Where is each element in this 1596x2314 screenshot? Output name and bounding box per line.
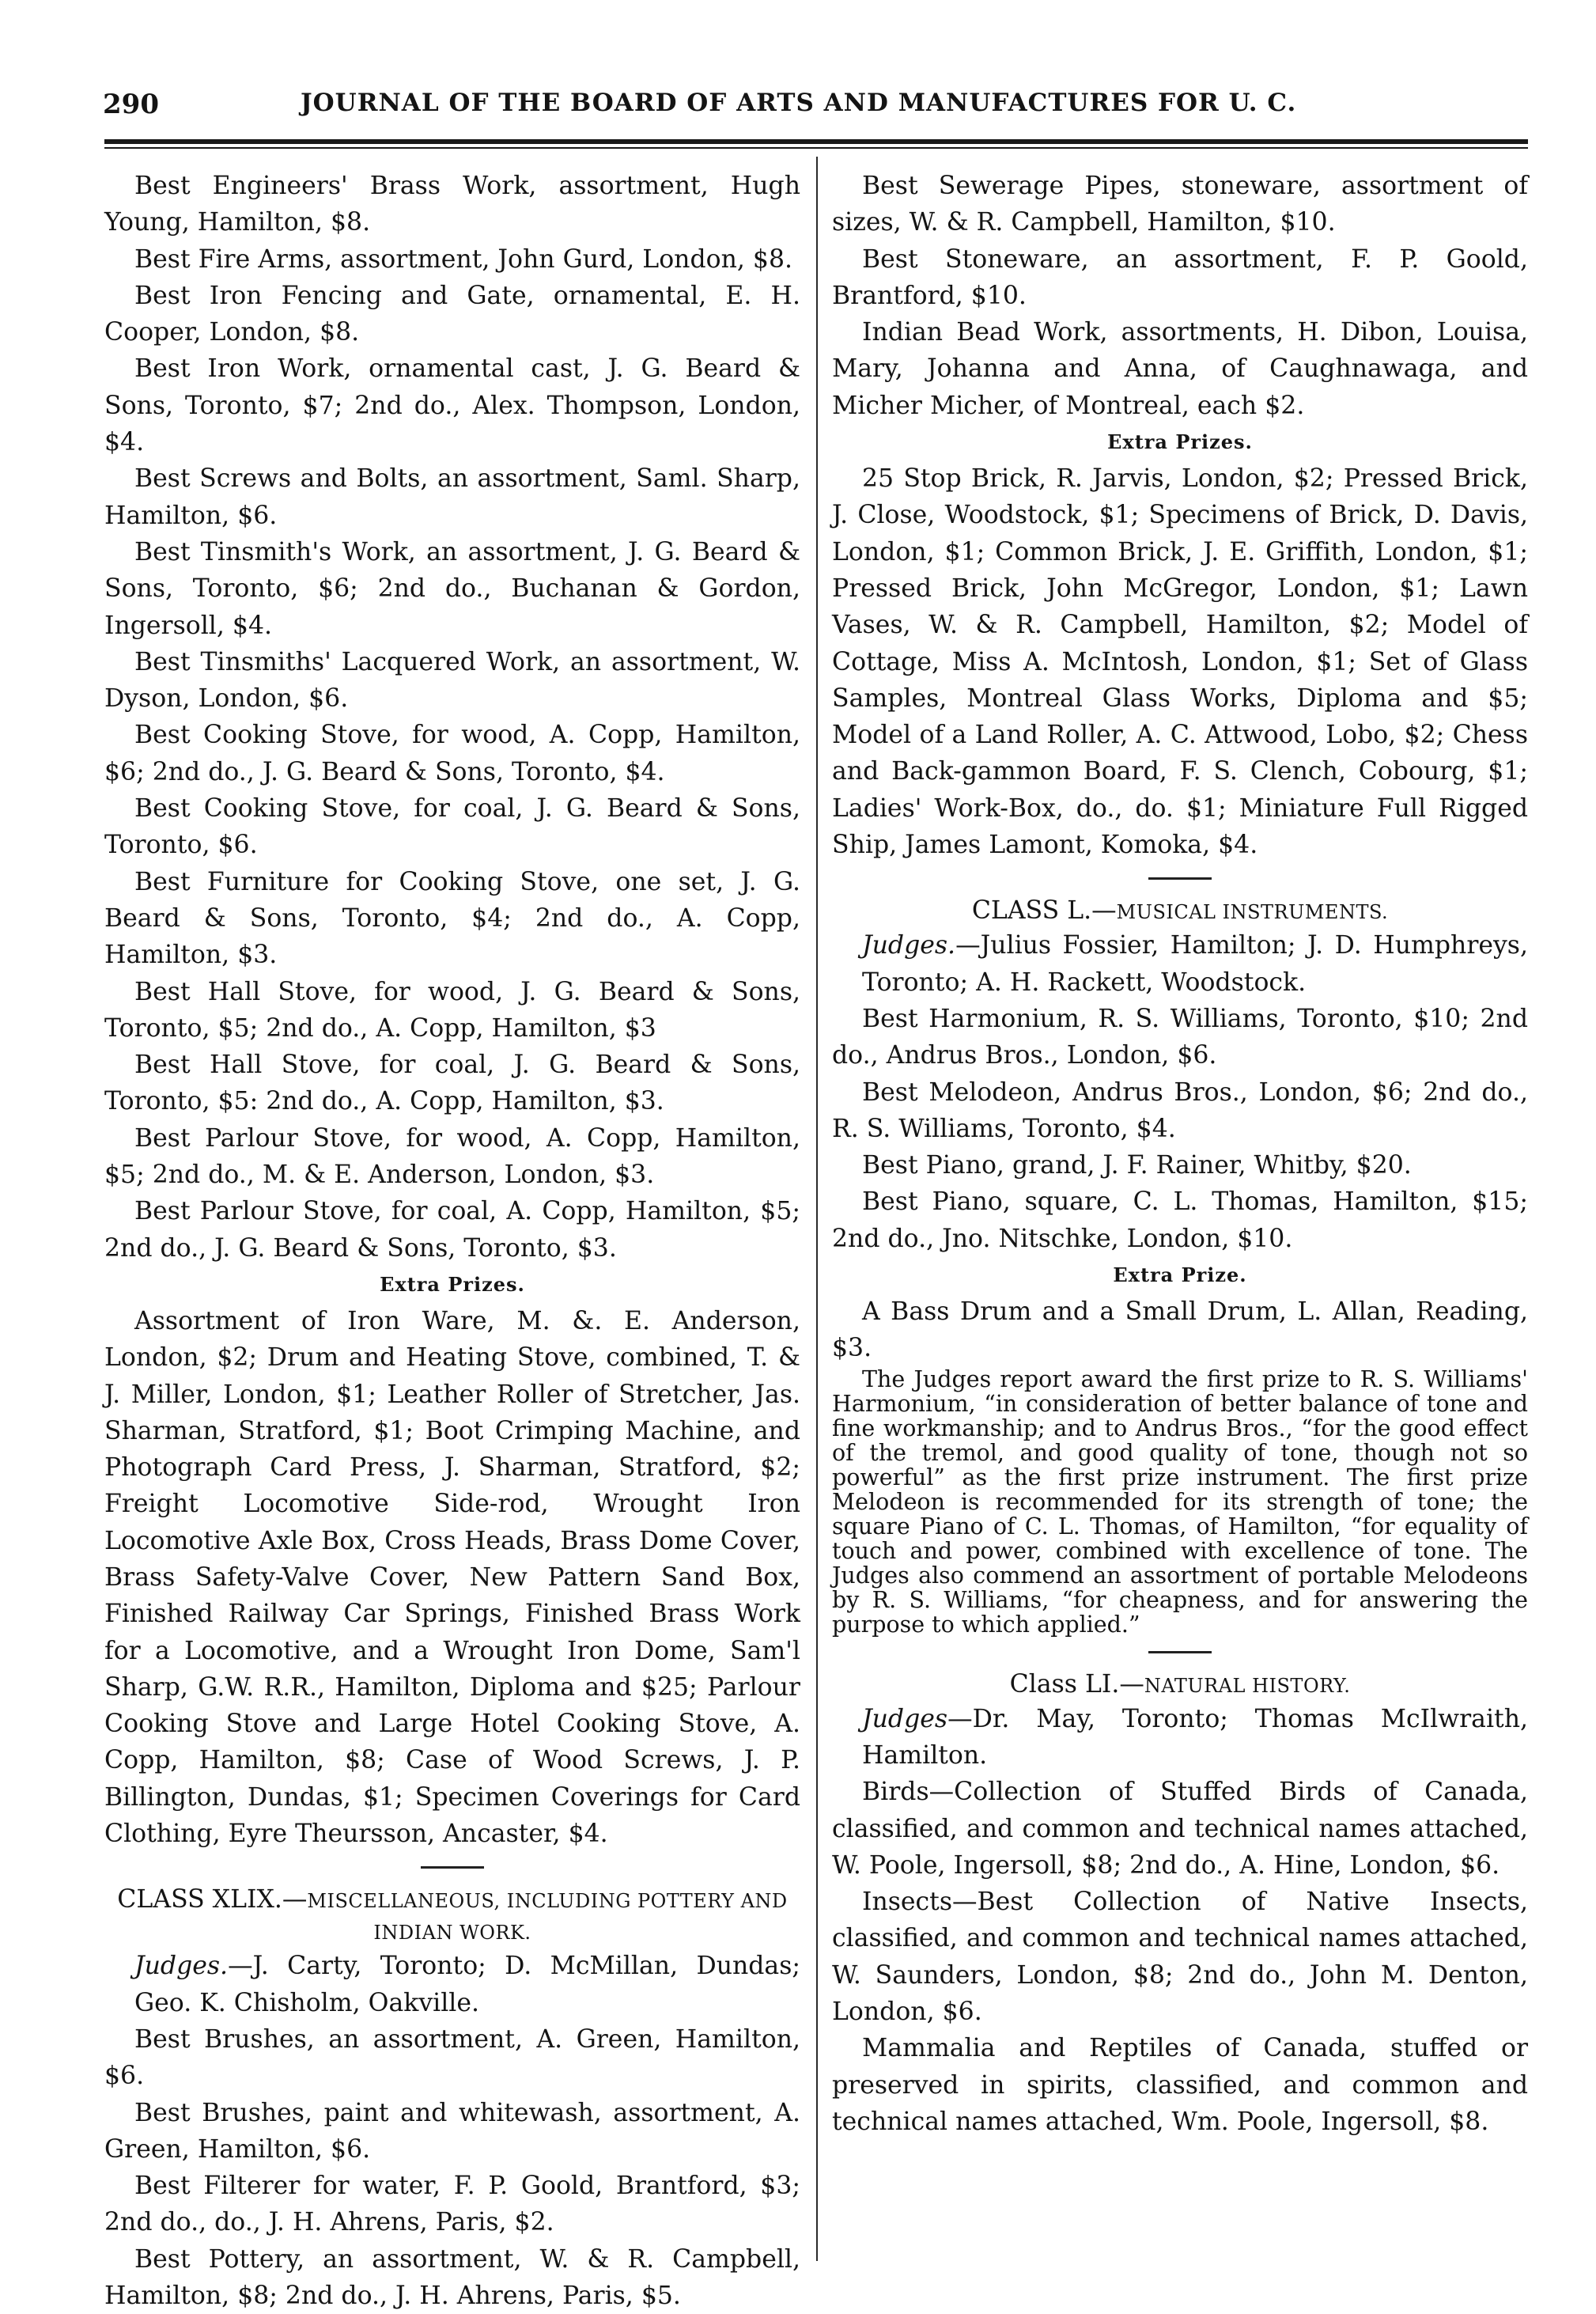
judges-line [832,927,1528,1001]
prize-entry: Best Filterer for water, F. P. Goold, Brantford, $3; 2nd do., do., J. H. Ahrens, Paris, $2. [104,2172,800,2237]
section-rule [421,1866,484,1869]
judges-label: Judges. [862,931,956,960]
class-title: MISCELLANEOUS, INCLUDING POTTERY AND INDIAN WORK. [307,1890,788,1945]
prize-entry: Best Tinsmith's Work, an assortment, J. G. Beard & Sons, Toronto, $6; 2nd do., Buchanan & Gordon, Ingersoll, $4. [104,537,800,640]
prize-entry: Best Cooking Stove, for coal, J. G. Beard & Sons, Toronto, $6. [104,794,800,860]
judges-names: —Dr. May, Toronto; Thomas McIlwraith, Hamilton. [862,1704,1528,1770]
prize-entry: Best Screws and Bolts, an assortment, Saml. Sharp, Hamilton, $6. [104,464,800,530]
judges-report: The Judges report award the first prize to R. S. Williams' Harmonium, “in consideration of better balance of tone and fine workmanship; and to Andrus Bros., “for the good effect of the tremol, and good quality of tone, though not so powerful” as the first prize instrument. The first prize Melodeon is recommended for its strength of tone; the square Piano of C. L. Thomas, of Hamilton, “for equality of touch and power, combined with excellence of tone. The Judges also commend an assortment of portable Melodeons by R. S. Williams, “for cheapness, and for answering the purpose to which applied.” [832,1365,1528,1638]
prize-entry: Best Parlour Stove, for coal, A. Copp, Hamilton, $5; 2nd do., J. G. Beard & Sons, Toronto, $3. [104,1197,800,1263]
prize-entry: Best Brushes, paint and whitewash, assortment, A. Green, Hamilton, $6. [104,2098,800,2164]
class-number: CLASS XLIX.— [117,1885,308,1914]
class-heading [832,896,1528,927]
prize-entry: Insects—Best Collection of Native Insects, classified, and common and technical names attached, W. Saunders, London, $8; 2nd do., John M. Denton, London, $6. [832,1888,1528,2026]
header-rule-thin [104,147,1528,149]
prize-entry: Indian Bead Work, assortments, H. Dibon, Louisa, Mary, Johanna and Anna, of Caughnawaga, and Micher Micher, of Montreal, each $2. [832,318,1528,420]
prize-entry: 25 Stop Brick, R. Jarvis, London, $2; Pressed Brick, J. Close, Woodstock, $1; Specimens of Brick, D. Davis, London, $1; Common Brick, J. E. Griffith, London, $1; Pressed Brick, John McGregor, London, $1; Lawn Vases, W. & R. Campbell, Hamilton, $2; Model of Cottage, Miss A. McIntosh, London, $1; Set of Glass Samples, Montreal Glass Works, Diploma and $5; Model of a Land Roller, A. C. Attwood, Lobo, $2; Chess and Back-gammon Board, F. S. Clench, Cobourg, $1; Ladies' Work-Box, do., do. $1; Miniature Full Rigged Ship, James Lamont, Komoka, $4. [832,464,1528,860]
left-column [104,168,800,2314]
section-rule [1148,877,1212,880]
class-heading [104,1884,800,1948]
header-rule [104,139,1528,144]
prize-entry: Mammalia and Reptiles of Canada, stuffed or preserved in spirits, classified, and common and technical names attached, Wm. Poole, Ingersoll, $8. [832,2034,1528,2136]
right-column [832,168,1528,2140]
extra-prizes-heading: Extra Prize. [1113,1263,1247,1287]
page-header [103,89,1526,128]
section-rule [1148,1651,1212,1653]
class-title: MUSICAL INSTRUMENTS. [1116,901,1389,924]
prize-entry: Best Parlour Stove, for wood, A. Copp, Hamilton, $5; 2nd do., M. & E. Anderson, London, $3. [104,1123,800,1190]
prize-entry: A Bass Drum and a Small Drum, L. Allan, Reading, $3. [832,1297,1528,1363]
prize-entry: Best Hall Stove, for coal, J. G. Beard & Sons, Toronto, $5: 2nd do., A. Copp, Hamilton, $3. [104,1051,800,1116]
prize-entry: Best Pottery, an assortment, W. & R. Campbell, Hamilton, $8; 2nd do., J. H. Ahrens, Paris, $5. [104,2244,800,2311]
judges-label: Judges [862,1704,948,1733]
running-title: JOURNAL OF THE BOARD OF ARTS AND MANUFACTURES FOR U. C. [301,89,1297,117]
judges-line [104,1948,800,2021]
prize-entry: Best Fire Arms, assortment, John Gurd, London, $8. [134,244,792,274]
prize-entry: Best Brushes, an assortment, A. Green, Hamilton, $6. [104,2024,800,2091]
prize-entry: Best Iron Fencing and Gate, ornamental, E. H. Cooper, London, $8. [104,281,800,347]
class-title: NATURAL HISTORY. [1144,1674,1351,1697]
prize-entry: Best Harmonium, R. S. Williams, Toronto, $10; 2nd do., Andrus Bros., London, $6. [832,1004,1528,1070]
judges-names: —Julius Fossier, Hamilton; J. D. Humphreys, Toronto; A. H. Rackett, Woodstock. [862,931,1528,997]
prize-entry: Best Piano, grand, J. F. Rainer, Whitby, $20. [862,1151,1412,1180]
prize-entry: Best Sewerage Pipes, stoneware, assortment of sizes, W. & R. Campbell, Hamilton, $10. [832,172,1528,237]
extra-prizes-heading: Extra Prizes. [1107,430,1253,454]
judges-line [832,1701,1528,1774]
column-divider [816,157,818,2261]
prize-entry: Assortment of Iron Ware, M. &. E. Anderson, London, $2; Drum and Heating Stove, combined, T. & J. Miller, London, $1; Leather Roller of Stretcher, Jas. Sharman, Stratford, $1; Boot Crimping Machine, and Photograph Card Press, J. Sharman, Stratford, $2; Freight Locomotive Side-rod, Wrought Iron Locomotive Axle Box, Cross Heads, Brass Dome Cover, Brass Safety-Valve Cover, New Pattern Sand Box, Finished Railway Car Springs, Finished Brass Work for a Locomotive, and a Wrought Iron Dome, Sam'l Sharp, G.W. R.R., Hamilton, Diploma and $25; Parlour Cooking Stove and Large Hotel Cooking Stove, A. Copp, Hamilton, $8; Case of Wood Screws, J. P. Billington, Dundas, $1; Specimen Coverings for Card Clothing, Eyre Theursson, Ancaster, $4. [104,1306,800,1849]
prize-entry: Best Stoneware, an assortment, F. P. Goold, Brantford, $10. [832,244,1528,310]
prize-entry: Best Furniture for Cooking Stove, one set, J. G. Beard & Sons, Toronto, $4; 2nd do., A. Copp, Hamilton, $3. [104,867,800,970]
prize-entry: Best Cooking Stove, for wood, A. Copp, Hamilton, $6; 2nd do., J. G. Beard & Sons, Toronto, $4. [104,721,800,786]
prize-entry: Best Iron Work, ornamental cast, J. G. Beard & Sons, Toronto, $7; 2nd do., Alex. Thompson, London, $4. [104,354,800,457]
prize-entry: Best Melodeon, Andrus Bros., London, $6; 2nd do., R. S. Williams, Toronto, $4. [832,1077,1528,1143]
class-heading [832,1669,1528,1701]
class-number: Class LI.— [1009,1669,1144,1699]
page-number: 290 [103,89,159,120]
prize-entry: Best Hall Stove, for wood, J. G. Beard & Sons, Toronto, $5; 2nd do., A. Copp, Hamilton, $3 [104,977,800,1043]
judges-names: —J. Carty, Toronto; D. McMillan, Dundas; Geo. K. Chisholm, Oakville. [134,1952,800,2017]
prize-entry: Best Engineers' Brass Work, assortment, Hugh Young, Hamilton, $8. [104,172,800,237]
extra-prizes-heading: Extra Prizes. [380,1272,525,1296]
prize-entry: Best Tinsmiths' Lacquered Work, an assortment, W. Dyson, London, $6. [104,647,800,714]
class-number: CLASS L.— [971,896,1117,926]
prize-entry: Birds—Collection of Stuffed Birds of Canada, classified, and common and technical names attached, W. Poole, Ingersoll, $8; 2nd do., A. Hine, London, $6. [832,1778,1528,1880]
prize-entry: Best Piano, square, C. L. Thomas, Hamilton, $15; 2nd do., Jno. Nitschke, London, $10. [832,1187,1528,1253]
judges-label: Judges. [134,1952,229,1981]
